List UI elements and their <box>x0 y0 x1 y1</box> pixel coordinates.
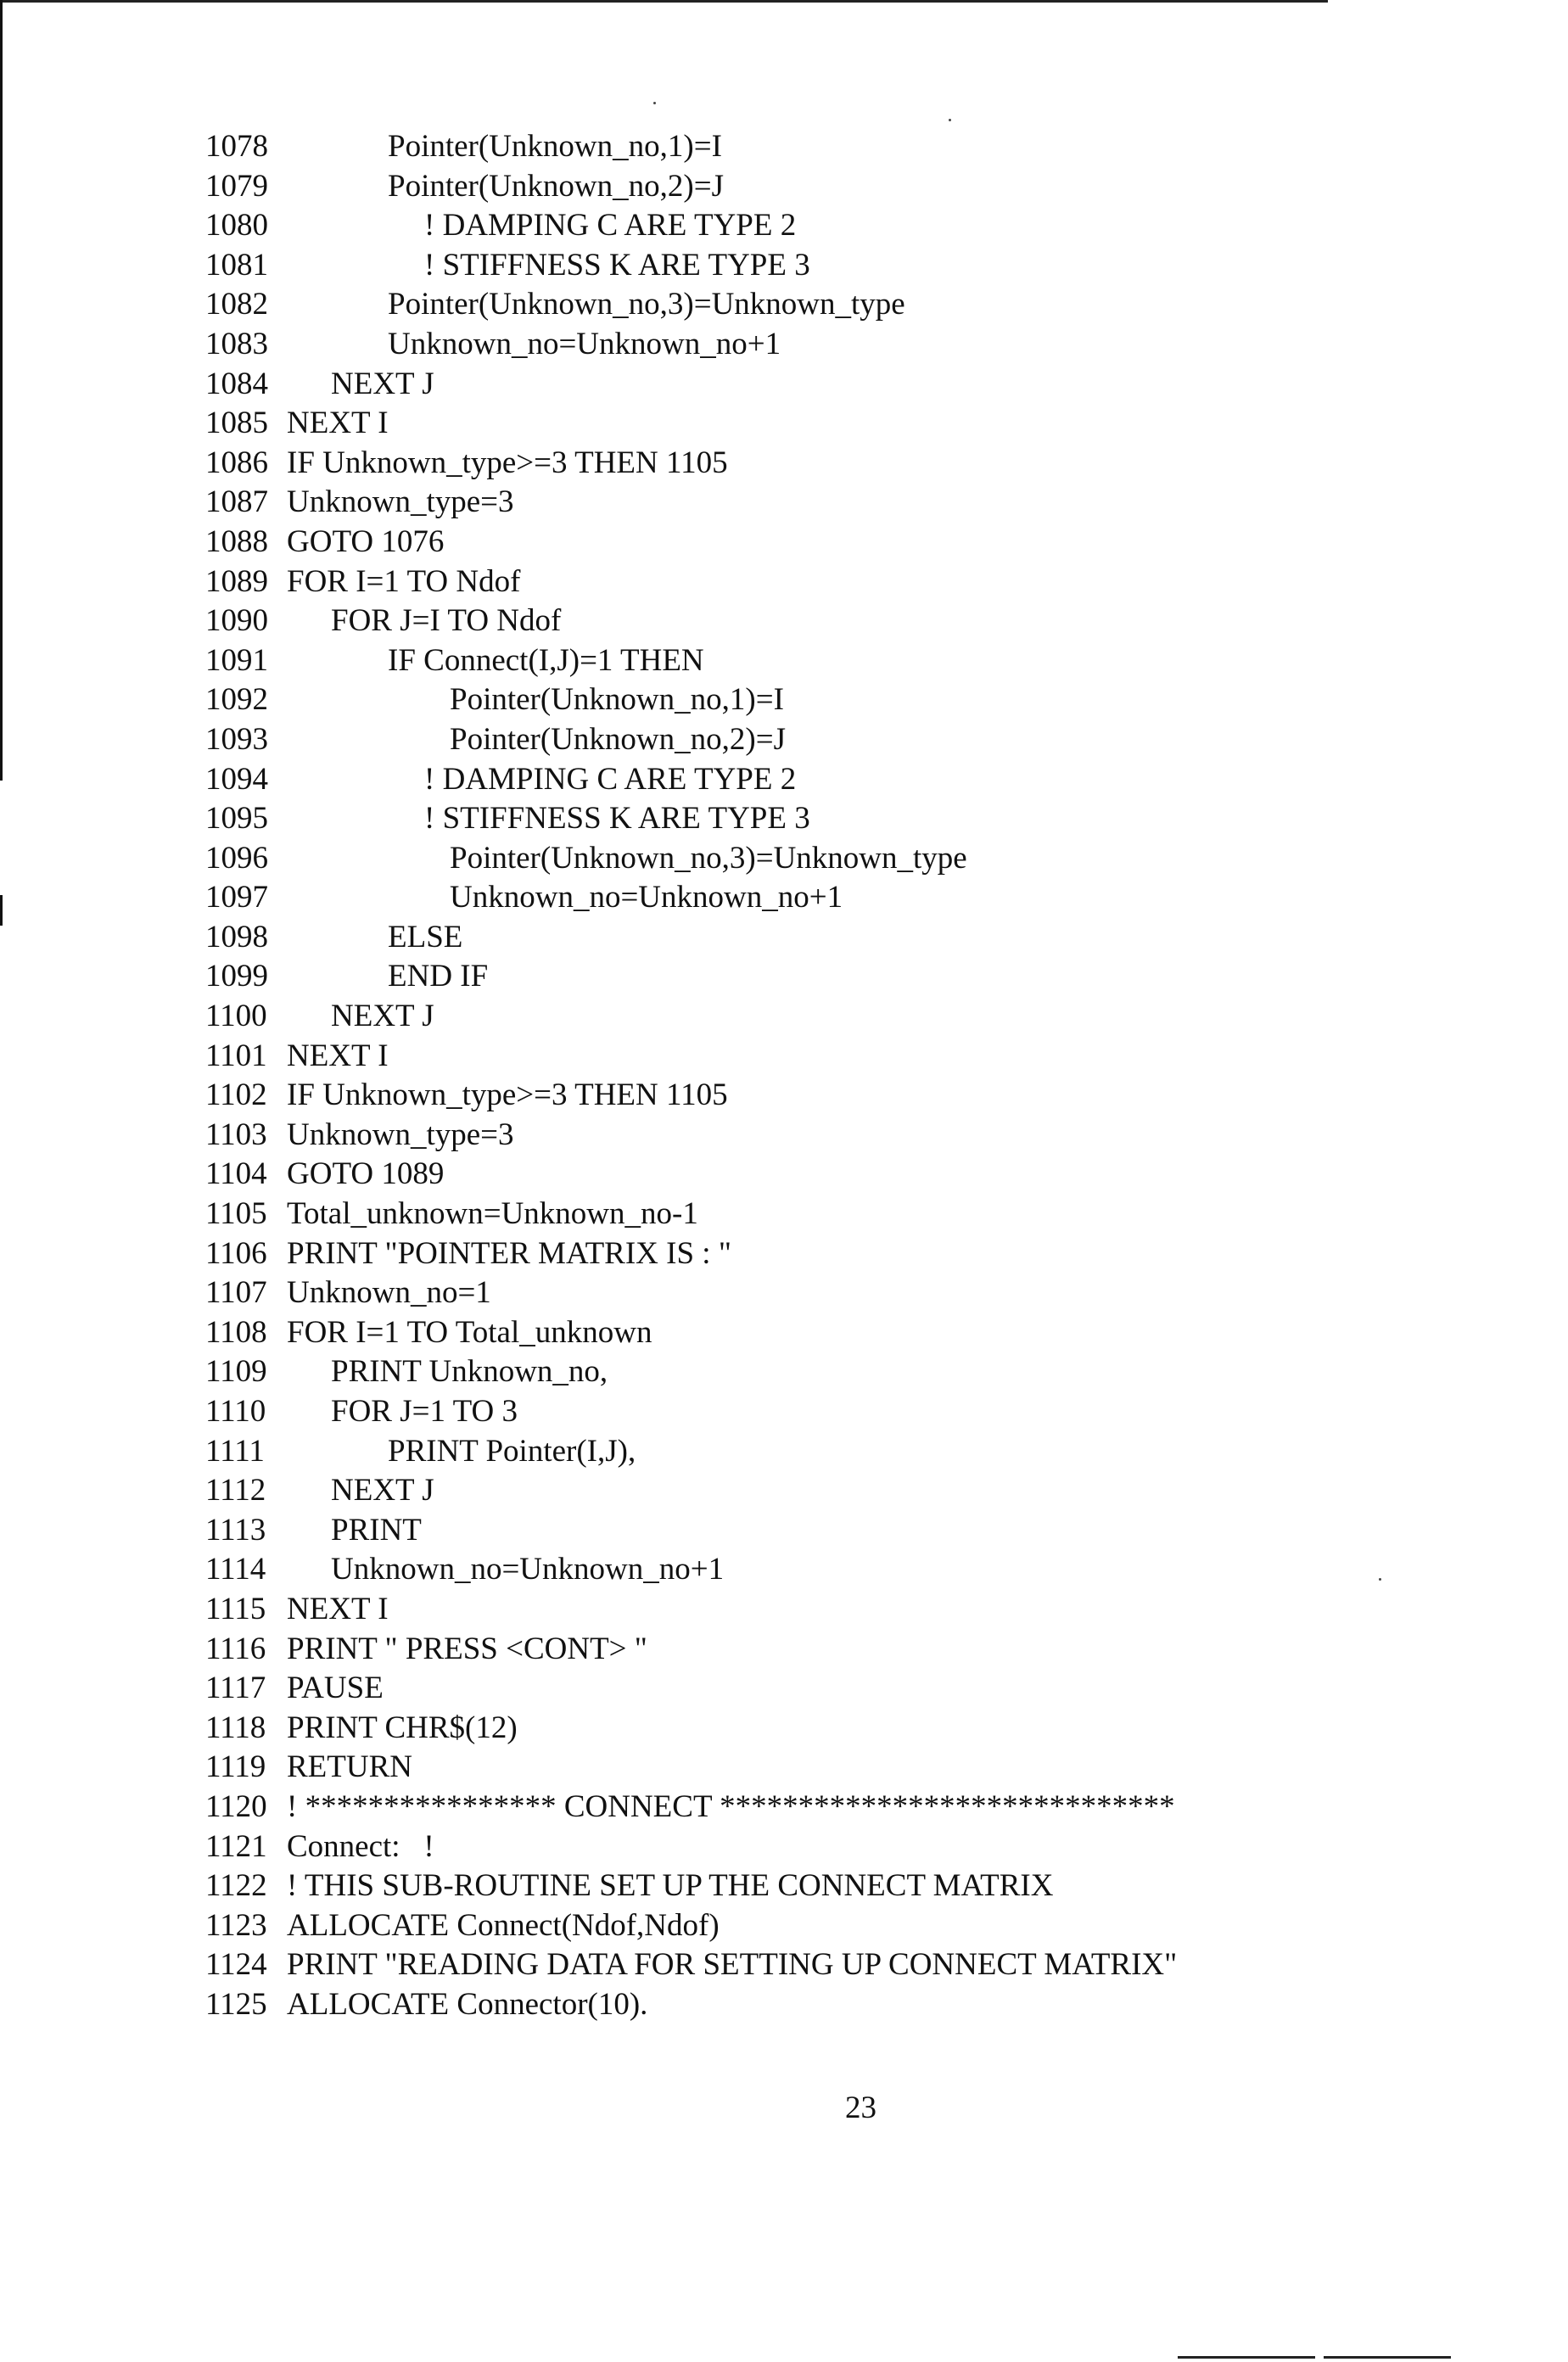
code-line: 1085 NEXT I <box>205 404 1427 444</box>
code-line: 1118 PRINT CHR$(12) <box>205 1709 1427 1749</box>
code-line: 1106 PRINT "POINTER MATRIX IS : " <box>205 1234 1427 1274</box>
code-line: 1091 IF Connect(I,J)=1 THEN <box>205 641 1427 681</box>
code-text: END IF <box>388 959 489 994</box>
code-text: NEXT I <box>287 1591 389 1626</box>
code-line: 1121 Connect: ! <box>205 1827 1427 1867</box>
code-line: 1125 ALLOCATE Connector(10). <box>205 1985 1427 2025</box>
code-text: ! STIFFNESS K ARE TYPE 3 <box>424 801 810 837</box>
code-text: FOR I=1 TO Total_unknown <box>287 1314 652 1350</box>
code-text: PRINT Pointer(I,J), <box>388 1433 636 1469</box>
code-text: Pointer(Unknown_no,2)=J <box>388 168 724 204</box>
code-line: 1119 RETURN <box>205 1748 1427 1788</box>
code-line: 1103 Unknown_type=3 <box>205 1116 1427 1156</box>
code-line: 1082 Pointer(Unknown_no,3)=Unknown_type <box>205 285 1427 325</box>
code-text: GOTO 1089 <box>287 1156 445 1192</box>
code-text: ! DAMPING C ARE TYPE 2 <box>424 761 797 797</box>
code-text: FOR J=1 TO 3 <box>331 1394 518 1429</box>
code-text: PRINT <box>331 1512 422 1548</box>
code-text: NEXT I <box>287 1038 389 1073</box>
code-text: Total_unknown=Unknown_no-1 <box>287 1196 698 1232</box>
code-text: Unknown_no=Unknown_no+1 <box>388 326 781 361</box>
code-text: IF Unknown_type>=3 THEN 1105 <box>287 1077 728 1113</box>
code-text: PAUSE <box>287 1671 384 1706</box>
code-line: 1089 FOR I=1 TO Ndof <box>205 563 1427 602</box>
code-text: FOR I=1 TO Ndof <box>287 563 521 599</box>
code-text: FOR J=I TO Ndof <box>331 603 562 639</box>
code-text: Unknown_no=Unknown_no+1 <box>331 1552 725 1587</box>
code-text: Pointer(Unknown_no,3)=Unknown_type <box>450 840 967 876</box>
code-line: 1098 ELSE <box>205 918 1427 958</box>
code-text: NEXT I <box>287 406 389 441</box>
code-line: 1123 ALLOCATE Connect(Ndof,Ndof) <box>205 1906 1427 1946</box>
code-line: 1086 IF Unknown_type>=3 THEN 1105 <box>205 444 1427 484</box>
code-line: 1104 GOTO 1089 <box>205 1155 1427 1195</box>
code-line: 1102 IF Unknown_type>=3 THEN 1105 <box>205 1076 1427 1116</box>
code-line: 1083 Unknown_no=Unknown_no+1 <box>205 325 1427 365</box>
code-text: Pointer(Unknown_no,2)=J <box>450 721 786 757</box>
code-line: 1108 FOR I=1 TO Total_unknown <box>205 1313 1427 1353</box>
code-listing <box>205 127 1427 2025</box>
code-text: Connect: ! <box>287 1828 434 1864</box>
code-text: NEXT J <box>331 1473 434 1508</box>
code-text: Unknown_type=3 <box>287 1117 514 1152</box>
code-line: 1090 FOR J=I TO Ndof <box>205 602 1427 641</box>
code-line: 1081 ! STIFFNESS K ARE TYPE 3 <box>205 246 1427 286</box>
code-text: ALLOCATE Connector(10). <box>287 1986 648 2022</box>
code-text: Unknown_type=3 <box>287 484 514 520</box>
code-text: ALLOCATE Connect(Ndof,Ndof) <box>287 1907 720 1943</box>
code-line: 1084 NEXT J <box>205 365 1427 405</box>
code-line: 1100 NEXT J <box>205 997 1427 1037</box>
code-line: 1122 ! THIS SUB-ROUTINE SET UP THE CONNECT MATRIX <box>205 1867 1427 1906</box>
code-text: IF Connect(I,J)=1 THEN <box>388 642 704 678</box>
code-text: GOTO 1076 <box>287 523 445 559</box>
code-text: Pointer(Unknown_no,1)=I <box>388 129 722 164</box>
scan-speck <box>653 102 656 104</box>
code-text: Pointer(Unknown_no,1)=I <box>450 682 784 718</box>
code-line: 1099 END IF <box>205 957 1427 997</box>
code-line: 1092 Pointer(Unknown_no,1)=I <box>205 680 1427 720</box>
code-text: NEXT J <box>331 999 434 1034</box>
code-line: 1117 PAUSE <box>205 1669 1427 1709</box>
code-text: PRINT " PRESS <CONT> " <box>287 1631 647 1666</box>
code-text: RETURN <box>287 1749 412 1785</box>
code-text: Pointer(Unknown_no,3)=Unknown_type <box>388 287 905 322</box>
code-line: 1095 ! STIFFNESS K ARE TYPE 3 <box>205 799 1427 839</box>
code-line: 1110 FOR J=1 TO 3 <box>205 1392 1427 1432</box>
code-line: 1124 PRINT "READING DATA FOR SETTING UP CONNECT MATRIX" <box>205 1945 1427 1985</box>
scan-left-mark <box>0 704 3 725</box>
code-text: Unknown_no=1 <box>287 1275 491 1311</box>
code-text: ! STIFFNESS K ARE TYPE 3 <box>424 247 810 283</box>
code-line: 1116 PRINT " PRESS <CONT> " <box>205 1630 1427 1670</box>
code-line: 1093 Pointer(Unknown_no,2)=J <box>205 720 1427 760</box>
code-line: 1088 GOTO 1076 <box>205 523 1427 563</box>
code-text: PRINT CHR$(12) <box>287 1710 518 1745</box>
code-text: IF Unknown_type>=3 THEN 1105 <box>287 445 728 480</box>
scan-left-border <box>0 0 3 781</box>
scan-bottom-rule <box>1178 2356 1315 2359</box>
code-line: 1079 Pointer(Unknown_no,2)=J <box>205 167 1427 207</box>
scan-bottom-rule <box>1324 2356 1451 2359</box>
code-line: 1101 NEXT I <box>205 1037 1427 1077</box>
code-text: PRINT "READING DATA FOR SETTING UP CONNECT MATRIX" <box>287 1947 1178 1983</box>
scan-top-border <box>0 0 1328 3</box>
code-text: PRINT "POINTER MATRIX IS : " <box>287 1235 731 1271</box>
code-text: PRINT Unknown_no, <box>331 1354 608 1390</box>
code-line: 1080 ! DAMPING C ARE TYPE 2 <box>205 206 1427 246</box>
code-line: 1114 Unknown_no=Unknown_no+1 <box>205 1550 1427 1590</box>
code-line: 1112 NEXT J <box>205 1471 1427 1511</box>
code-line: 1113 PRINT <box>205 1511 1427 1551</box>
code-text: ! THIS SUB-ROUTINE SET UP THE CONNECT MATRIX <box>287 1868 1054 1904</box>
code-line: 1107 Unknown_no=1 <box>205 1273 1427 1313</box>
code-line: 1078 Pointer(Unknown_no,1)=I <box>205 127 1427 167</box>
code-line: 1097 Unknown_no=Unknown_no+1 <box>205 878 1427 918</box>
code-text: ! **************** CONNECT ***************************** <box>287 1788 1175 1824</box>
code-text: ELSE <box>388 919 463 954</box>
scan-speck <box>949 119 951 121</box>
code-line: 1094 ! DAMPING C ARE TYPE 2 <box>205 760 1427 800</box>
code-line: 1087 Unknown_type=3 <box>205 483 1427 523</box>
code-line: 1109 PRINT Unknown_no, <box>205 1352 1427 1392</box>
code-text: NEXT J <box>331 366 434 401</box>
code-line: 1115 NEXT I <box>205 1590 1427 1630</box>
scan-left-mark <box>0 895 3 926</box>
code-text: Unknown_no=Unknown_no+1 <box>450 880 843 915</box>
code-line: 1096 Pointer(Unknown_no,3)=Unknown_type <box>205 839 1427 879</box>
code-line: 1111 PRINT Pointer(I,J), <box>205 1432 1427 1472</box>
page-number: 23 <box>845 2091 876 2125</box>
code-line: 1120 ! **************** CONNECT ***************************** <box>205 1788 1427 1827</box>
code-text: ! DAMPING C ARE TYPE 2 <box>424 208 797 243</box>
code-line: 1105 Total_unknown=Unknown_no-1 <box>205 1195 1427 1234</box>
